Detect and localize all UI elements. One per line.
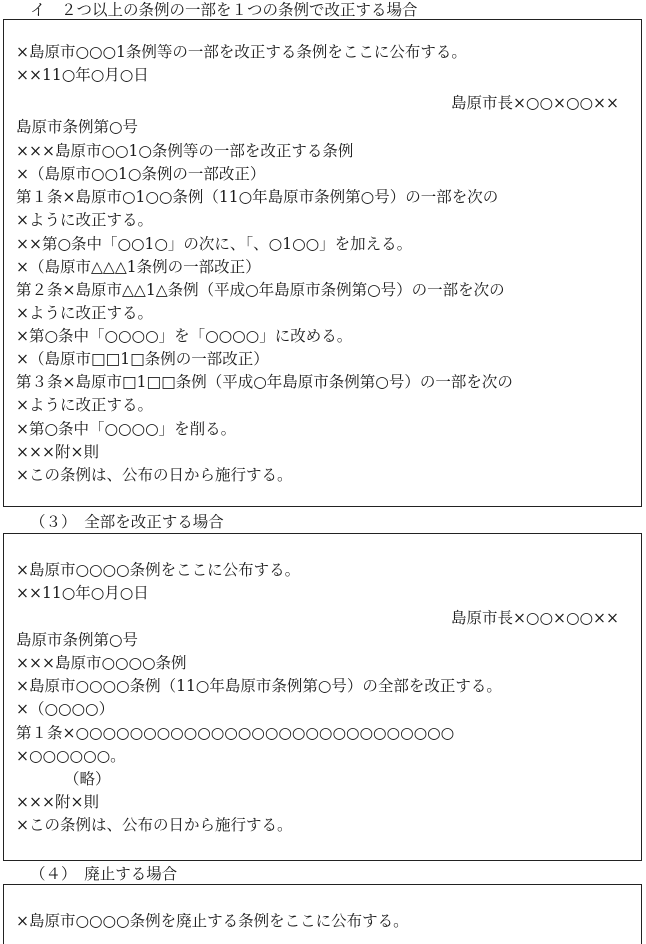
- article-2-text-cont: ×ように改正する。: [16, 304, 153, 322]
- omitted-note: （略）: [64, 770, 111, 788]
- article-3-text: 第３条×島原市□1□□条例（平成○年島原市条例第○号）の一部を次の: [16, 373, 513, 391]
- article-3-text-cont: ×ように改正する。: [16, 396, 153, 414]
- ordinance-title: ×××島原市○○1○条例等の一部を改正する条例: [16, 142, 354, 160]
- section-4-box: [3, 884, 642, 944]
- article-3-amendment: ×第○条中「○○○○」を削る。: [16, 420, 237, 438]
- article-2-text: 第２条×島原市△△1△条例（平成○年島原市条例第○号）の一部を次の: [16, 281, 505, 299]
- abolition-promulgation-line: ×島原市○○○○条例を廃止する条例をここに公布する。: [16, 912, 409, 930]
- date-line: ××11○年○月○日: [16, 66, 149, 84]
- promulgation-line: ×島原市○○○1条例等の一部を改正する条例をここに公布する。: [16, 43, 467, 61]
- article-1-text: 第１条×島原市○1○○条例（11○年島原市条例第○号）の一部を次の: [16, 188, 499, 206]
- mayor-line: 島原市長×○○×○○××: [450, 94, 619, 112]
- article-1-text-cont: ×○○○○○○。: [16, 747, 126, 765]
- ordinance-title: ×××島原市○○○○条例: [16, 654, 187, 672]
- section-3-box: [3, 533, 642, 861]
- article-caption-2: ×（島原市△△△1条例の一部改正）: [16, 258, 261, 276]
- article-1-amendment: ××第○条中「○○1○」の次に、「、○1○○」を加える。: [16, 235, 413, 253]
- ordinance-number: 島原市条例第○号: [16, 118, 139, 136]
- date-line: ××11○年○月○日: [16, 584, 149, 602]
- full-revision-text: ×島原市○○○○条例（11○年島原市条例第○号）の全部を改正する。: [16, 677, 502, 695]
- article-caption-1: ×（島原市○○1○条例の一部改正）: [16, 165, 266, 183]
- article-1-text: 第１条×○○○○○○○○○○○○○○○○○○○○○○○○○○○○: [16, 724, 455, 742]
- enforcement-clause: ×この条例は、公布の日から施行する。: [16, 466, 293, 484]
- mayor-line: 島原市長×○○×○○××: [450, 609, 619, 627]
- supplementary-provisions: ×××附×則: [16, 443, 99, 461]
- enforcement-clause: ×この条例は、公布の日から施行する。: [16, 816, 293, 834]
- supplementary-provisions: ×××附×則: [16, 793, 99, 811]
- section-3-heading: （３） 全部を改正する場合: [30, 513, 224, 531]
- article-caption-3: ×（島原市□□1□条例の一部改正）: [16, 350, 269, 368]
- section-4-heading: （４） 廃止する場合: [30, 865, 178, 883]
- ordinance-number: 島原市条例第○号: [16, 631, 139, 649]
- promulgation-line: ×島原市○○○○条例をここに公布する。: [16, 561, 301, 579]
- article-caption: ×（○○○○）: [16, 700, 115, 718]
- article-2-amendment: ×第○条中「○○○○」を「○○○○」に改める。: [16, 327, 353, 345]
- section-i-heading: イ ２つ以上の条例の一部を１つの条例で改正する場合: [30, 1, 418, 19]
- article-1-text-cont: ×ように改正する。: [16, 211, 153, 229]
- section-i-box: [3, 19, 642, 507]
